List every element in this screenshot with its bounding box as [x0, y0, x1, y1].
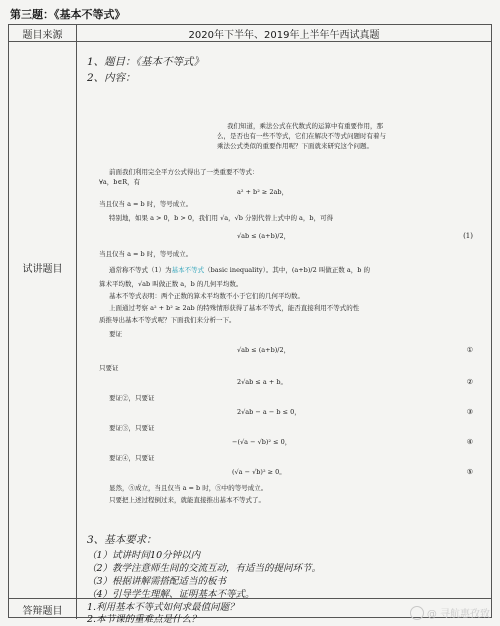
- text-line: 要证④，只要证: [109, 454, 155, 462]
- formula-number: ③: [466, 408, 473, 416]
- formula: √ab ≤ (a+b)/2，: [237, 232, 291, 240]
- item-title: 1、题目：《基本不等式》: [87, 56, 204, 68]
- text-line: 质推导出基本不等式呢？下面我们来分析一下。: [99, 316, 236, 324]
- text-line: 当且仅当 a = b 时，等号成立。: [99, 250, 193, 258]
- text-line: 前面我们利用完全平方公式得出了一类重要不等式：: [109, 168, 259, 176]
- text-line: 要证②，只要证: [109, 394, 155, 402]
- text-line: 么，是否也有一些不等式，它们在解决不等式问题时有着与: [217, 132, 386, 140]
- formula: 2√ab − a − b ≤ 0，: [237, 408, 301, 416]
- formula: √ab ≤ (a+b)/2，: [237, 346, 291, 354]
- text-line: 只要证: [99, 364, 119, 372]
- text-line: 乘法公式类似的重要作用呢？下面就来研究这个问题。: [217, 142, 373, 150]
- text-line: 只要把上述过程倒过来，就能直接推出基本不等式了。: [109, 496, 265, 504]
- text-line: 基本不等式表明：两个正数的算术平均数不小于它们的几何平均数。: [109, 292, 304, 300]
- main-label: 试讲题目: [22, 264, 63, 275]
- source-row: [9, 25, 491, 42]
- watermark-logo-icon: [410, 606, 424, 620]
- watermark-text: @ 寻航惠孜致: [426, 609, 490, 620]
- main-row: [9, 42, 491, 599]
- exam-table: [8, 24, 492, 625]
- text-line: 算术平均数，√ab 叫做正数 a，b 的几何平均数。: [99, 280, 243, 288]
- source-value: 2020年下半年、2019年上半年午西试真题: [188, 30, 380, 41]
- defense-label-cell: [9, 599, 77, 619]
- text-line: 我们知道，乘法公式在代数式的运算中有重要作用，那: [227, 122, 383, 130]
- item-content: 2、内容：: [87, 72, 136, 84]
- formula-number: ①: [466, 346, 473, 354]
- defense-question: 1.利用基本不等式如何求最值问题？: [87, 602, 239, 613]
- formula-number: ⑤: [466, 468, 473, 476]
- text-line: 要证: [109, 330, 122, 338]
- item-requirements: 3、基本要求：: [87, 534, 157, 546]
- text-line: ∀a，b∈R，有: [99, 178, 141, 186]
- highlight-term: 基本不等式: [171, 266, 205, 274]
- formula: 2√ab ≤ a + b。: [237, 378, 288, 386]
- text-span: 通常称不等式（1）为: [109, 266, 172, 274]
- text-line: 上面通过考察 a² + b² ≥ 2ab 的特殊情形获得了基本不等式，能否直接利用不等式的性: [109, 304, 360, 312]
- source-label-cell: [9, 25, 77, 41]
- defense-question: 2.本节课的重难点是什么？: [87, 614, 201, 625]
- text-line: 显然，⑤成立，当且仅当 a = b 时，⑤中的等号成立。: [109, 484, 268, 492]
- text-line: 要证③，只要证: [109, 424, 155, 432]
- watermark: [410, 605, 490, 620]
- text-line: 特别地，如果 a > 0，b > 0，我们用 √a，√b 分别代替上式中的 a，b，可得: [109, 214, 334, 222]
- requirement-item: （1）试讲时间10分钟以内: [87, 550, 201, 561]
- formula: −(√a − √b)² ≤ 0，: [232, 438, 292, 446]
- requirement-item: （4）引导学生理解、证明基本不等式。: [87, 589, 255, 600]
- main-label-cell: [9, 42, 77, 598]
- page-heading: 第三题：《基本不等式》: [10, 8, 126, 21]
- formula: a² + b² ≥ 2ab，: [237, 188, 289, 196]
- main-content: [77, 42, 491, 598]
- text-line: [109, 266, 370, 274]
- requirement-item: （2）教学注意师生间的交流互动，有适当的提问环节。: [87, 563, 322, 574]
- formula: (√a − √b)² ≥ 0。: [232, 468, 286, 476]
- source-label: 题目来源: [22, 30, 63, 41]
- formula-number: ④: [466, 438, 473, 446]
- defense-label: 答辩题目: [22, 606, 63, 617]
- text-span: （basic inequality）。其中，(a+b)/2 叫做正数 a，b 的: [204, 266, 370, 274]
- text-line: 当且仅当 a = b 时，等号成立。: [99, 200, 193, 208]
- formula-number: ②: [466, 378, 473, 386]
- formula-number: (1): [463, 232, 473, 240]
- requirement-item: （3）根据讲解需搭配适当的板书: [87, 576, 227, 587]
